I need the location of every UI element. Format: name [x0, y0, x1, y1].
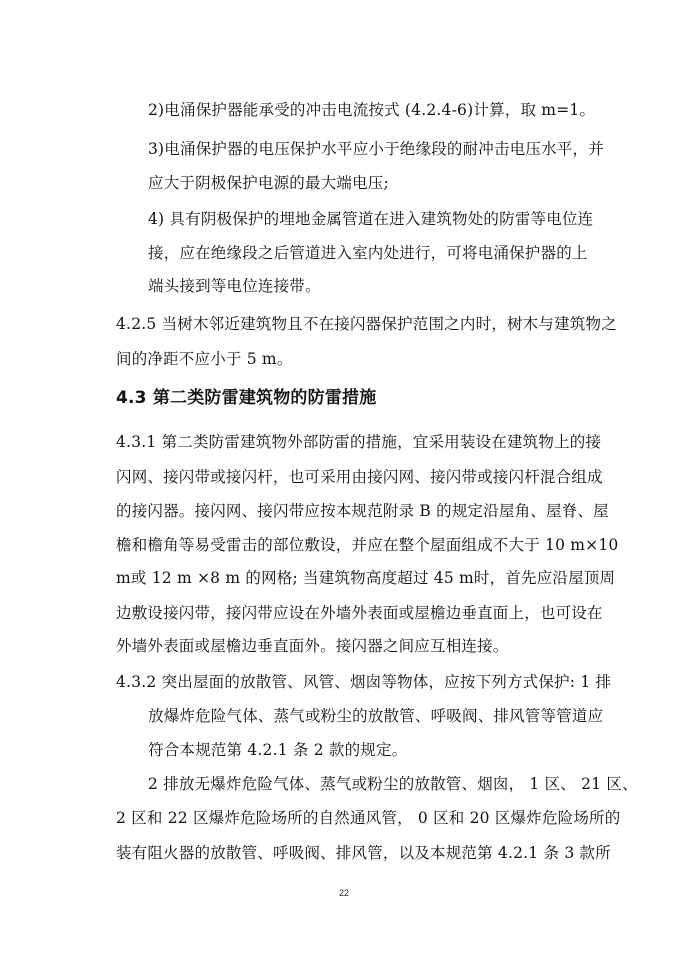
section-heading: 4.3 第二类防雷建筑物的防雷措施 — [116, 388, 377, 408]
text-line: 2)电涌保护器能承受的冲击电流按式 (4.2.4-6)计算，取 m=1。 — [148, 101, 596, 119]
text-line: 4) 具有阴极保护的埋地金属管道在进入建筑物处的防雷等电位连 — [148, 210, 594, 228]
text-line: 2 排放无爆炸危险气体、蒸气或粉尘的放散管、烟囱， 1 区、 21 区、 — [148, 775, 638, 793]
text-line: 接，应在绝缘段之后管道进入室内处进行，可将电涌保护器的上 — [148, 244, 588, 262]
text-line: 3)电涌保护器的电压保护水平应小于绝缘段的耐冲击电压水平，并 — [148, 140, 604, 158]
text-line: 4.2.5 当树木邻近建筑物且不在接闪器保护范围之内时，树木与建筑物之 — [116, 315, 617, 333]
text-line: 边敷设接闪带，接闪带应设在外墙外表面或屋檐边垂直面上，也可设在 — [116, 604, 603, 622]
text-line: 2 区和 22 区爆炸危险场所的自然通风管， 0 区和 20 区爆炸危险场所的 — [116, 809, 621, 827]
text-line: m或 12 m ×8 m 的网格; 当建筑物高度超过 45 m时，首先应沿屋顶周 — [116, 569, 616, 587]
text-line: 应大于阴极保护电源的最大端电压; — [148, 174, 389, 192]
page-number: 22 — [339, 888, 350, 898]
text-line: 4.3.1 第二类防雷建筑物外部防雷的措施，宜采用装设在建筑物上的接 — [116, 433, 602, 451]
text-line: 闪网、接闪带或接闪杆，也可采用由接闪网、接闪带或接闪杆混合组成 — [116, 468, 603, 486]
text-line: 放爆炸危险气体、蒸气或粉尘的放散管、呼吸阀、排风管等管道应 — [148, 707, 604, 725]
text-line: 符合本规范第 4.2.1 条 2 款的规定。 — [148, 741, 408, 759]
text-line: 装有阻火器的放散管、呼吸阀、排风管，以及本规范第 4.2.1 条 3 款所 — [116, 844, 611, 862]
text-line: 4.3.2 突出屋面的放散管、风管、烟囱等物体，应按下列方式保护: 1 排 — [116, 673, 612, 691]
text-line: 端头接到等电位连接带。 — [148, 277, 321, 295]
text-line: 檐和檐角等易受雷击的部位敷设，并应在整个屋面组成不大于 10 m×10 — [116, 536, 619, 554]
text-line: 间的净距不应小于 5 m。 — [116, 350, 293, 368]
text-line: 外墙外表面或屋檐边垂直面外。接闪器之间应互相连接。 — [116, 637, 509, 655]
text-line: 的接闪器。接闪网、接闪带应按本规范附录 B 的规定沿屋角、屋脊、屋 — [116, 502, 609, 520]
